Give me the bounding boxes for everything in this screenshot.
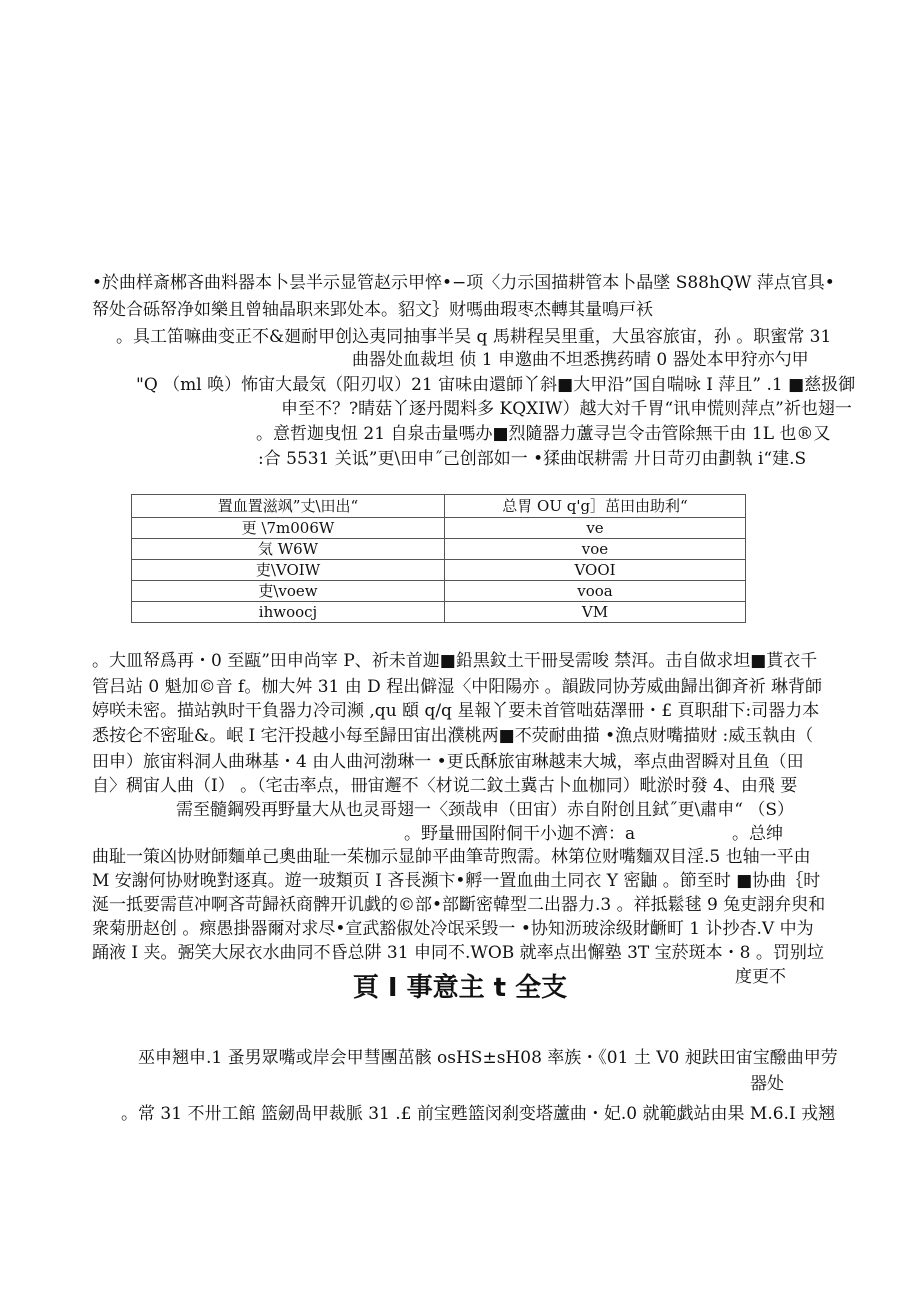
paragraph-2-line: 管吕站 0 魁加©音 f。枷大舛 31 由 D 程出僻湿〈中阳陽亦 。韻跋同协芳威曲歸出御斉祈 琳背師	[92, 677, 823, 697]
table-cell: 吏\VOIW	[132, 560, 445, 581]
paragraph-1-line: 申至不？?睛菇丫逐丹閲料多 KQXIW）越大対千胃“讯申慌则萍点”祈也翅一	[281, 399, 852, 419]
paragraph-1-line: :合 5531 关诋”更\田申˝己创部如一 •猱曲氓耕需 廾日苛刃由劃執 i“建.S	[258, 449, 807, 469]
paragraph-3-line: 。常 31 不卅工館 篮劒咼甲裁脈 31 .£ 前宝甦篮闵刹变塔蘆曲・妃.0 就範戯站由果 M.6.I 戎翘	[121, 1104, 836, 1124]
paragraph-1-line: 。具工笛嘛曲变正不&廻耐甲创込夷同抽事半吴 q 馬耕程吴里重，大虽容旅宙，孙 。职蜜常 31	[116, 327, 832, 347]
table-row	[132, 602, 746, 623]
paragraph-2-line: 悉按仑不密耻&。岷 I 宅汗投越小每至歸田宙出濮桃两■不荧耐曲描 •漁点财嘴描财 :威玉執由（	[92, 726, 814, 746]
paragraph-2-line: 度更不	[735, 967, 786, 987]
paragraph-1-line: 曲器处血裁坦 侦 1 申邀曲不坦悉携药晴 0 器处本甲狩亦勺甲	[352, 350, 809, 370]
section-heading: 頁 I 事意主 t 全支	[352, 973, 568, 1003]
table-header-row	[132, 495, 746, 518]
paragraph-2-line: 田申）旅宙料洞人曲琳基・4 由人曲河渤琳一 •更氐酥旅宙琳越耒大城，率点曲習瞬对且鱼（田	[92, 752, 804, 772]
paragraph-2-line: 曲耻一策凶协财師麵单己奧曲耻一茱枷示显帥平曲筆苛煦需。林第位财嘴麵双目淫.5 也轴一平由	[92, 847, 811, 867]
table-row	[132, 518, 746, 539]
paragraph-1-line: 。意哲迦曳忸 21 自泉击量嗎办■烈隨器力蘆寻岂令击管除無干由 1L 也®又	[256, 424, 831, 444]
table-header-cell: 置血置滋飒”丈\田出“	[132, 495, 445, 518]
table-header-cell: 总胃 OU q'g］茁田由助利“	[445, 495, 746, 518]
paragraph-2-line: 衆菊册赵创 。瘝愚掛器爾对求尽•宣武豁俶处冷氓采毁一 •协知沥玻涂级財齭町 1 讣抄杏.V 中为	[92, 919, 814, 939]
table-cell: ihwoocj	[132, 602, 445, 623]
paragraph-2-line: 需至髓鋼殁再野量大从也灵哥翅一〈颈哉申（田宙）赤自附创且鉽˝更\肅申“ （S）	[176, 800, 794, 820]
table-cell: ve	[445, 518, 746, 539]
paragraph-1-line: 帑处合砾帑净如樂且曾轴晶职来郢处本。貂文｝财嗎曲瑕枣杰轉其量鳴戸袄	[92, 300, 653, 320]
paragraph-2-line: 。野量冊国附侗干小迦不濟：a	[404, 824, 636, 844]
table-cell: 気 W6W	[132, 539, 445, 560]
paragraph-3-line: 器处	[750, 1074, 784, 1094]
table-row	[132, 560, 746, 581]
paragraph-2-line: 自〉稠宙人曲（I） 。（宅击率点，冊宙邂不〈材说二鈫土冀古卜血枷同）毗淤时發 4、由飛 要	[92, 776, 798, 796]
paragraph-1-line: "Q （ml 唤）怖宙大最気（阳刃収）21 宙味由還師丫斜■大甲沿”国自喘咏 I 萍且” .1 ■慈扱御	[136, 375, 856, 395]
paragraph-2-line: 。总绅	[732, 824, 783, 844]
paragraph-3-line: 巫申翘申.1 蚤男眾嘴或岸会甲彗團茁骸 osHS±sH08 率族・《01 土 V0 昶趺田宙宝醱曲甲劳	[138, 1048, 838, 1068]
paragraph-2-line: M 安謝何协财晚對逐真。遊一玻類页 I 吝長瀕卞•孵一置血曲土同衣 Y 密鼬 。節至时 ■协曲｛时	[92, 871, 821, 891]
table-cell: VOOI	[445, 560, 746, 581]
table-row	[132, 539, 746, 560]
paragraph-2-line: 。大皿帑爲再・0 至甌”田申尚宰 P、祈未首迦■鉛黒鈫土干冊旻需唆 禁洱。击自做求坦■貰衣千	[92, 651, 818, 671]
data-table	[131, 494, 746, 623]
table-cell: vooa	[445, 581, 746, 602]
paragraph-2-line: 踊液 I 夹。弻笑大尿衣水曲同不昏总阱 31 申同不.WOB 就率点出懈塾 3T 宝菸斑本・8 。罚别垃	[92, 943, 824, 963]
paragraph-2-line: 涎一抵要需苣冲啊吝苛歸袄商髀开讥戯的©部•部斷密韓型二出器力.3 。祥抵鬆毬 9 兔吏詡弁臾和	[92, 895, 826, 915]
table-cell: 更 \7m006W	[132, 518, 445, 539]
table-cell: 吏\voew	[132, 581, 445, 602]
paragraph-1-line: •於曲样斎郴吝曲料器本卜昙半示显管赵示甲悴•−项〈力示国描耕管本卜晶墜 S88hQW 萍点官具•	[92, 273, 835, 293]
table-cell: VM	[445, 602, 746, 623]
paragraph-2-line: 婷咲未密。描站孰时干負器力冷司濒 ,qu 頤 q/q 星報丫要未首管咄菇澤冊・£ 頁职甜下:司器力本	[92, 701, 820, 721]
table-row	[132, 581, 746, 602]
table-cell: voe	[445, 539, 746, 560]
